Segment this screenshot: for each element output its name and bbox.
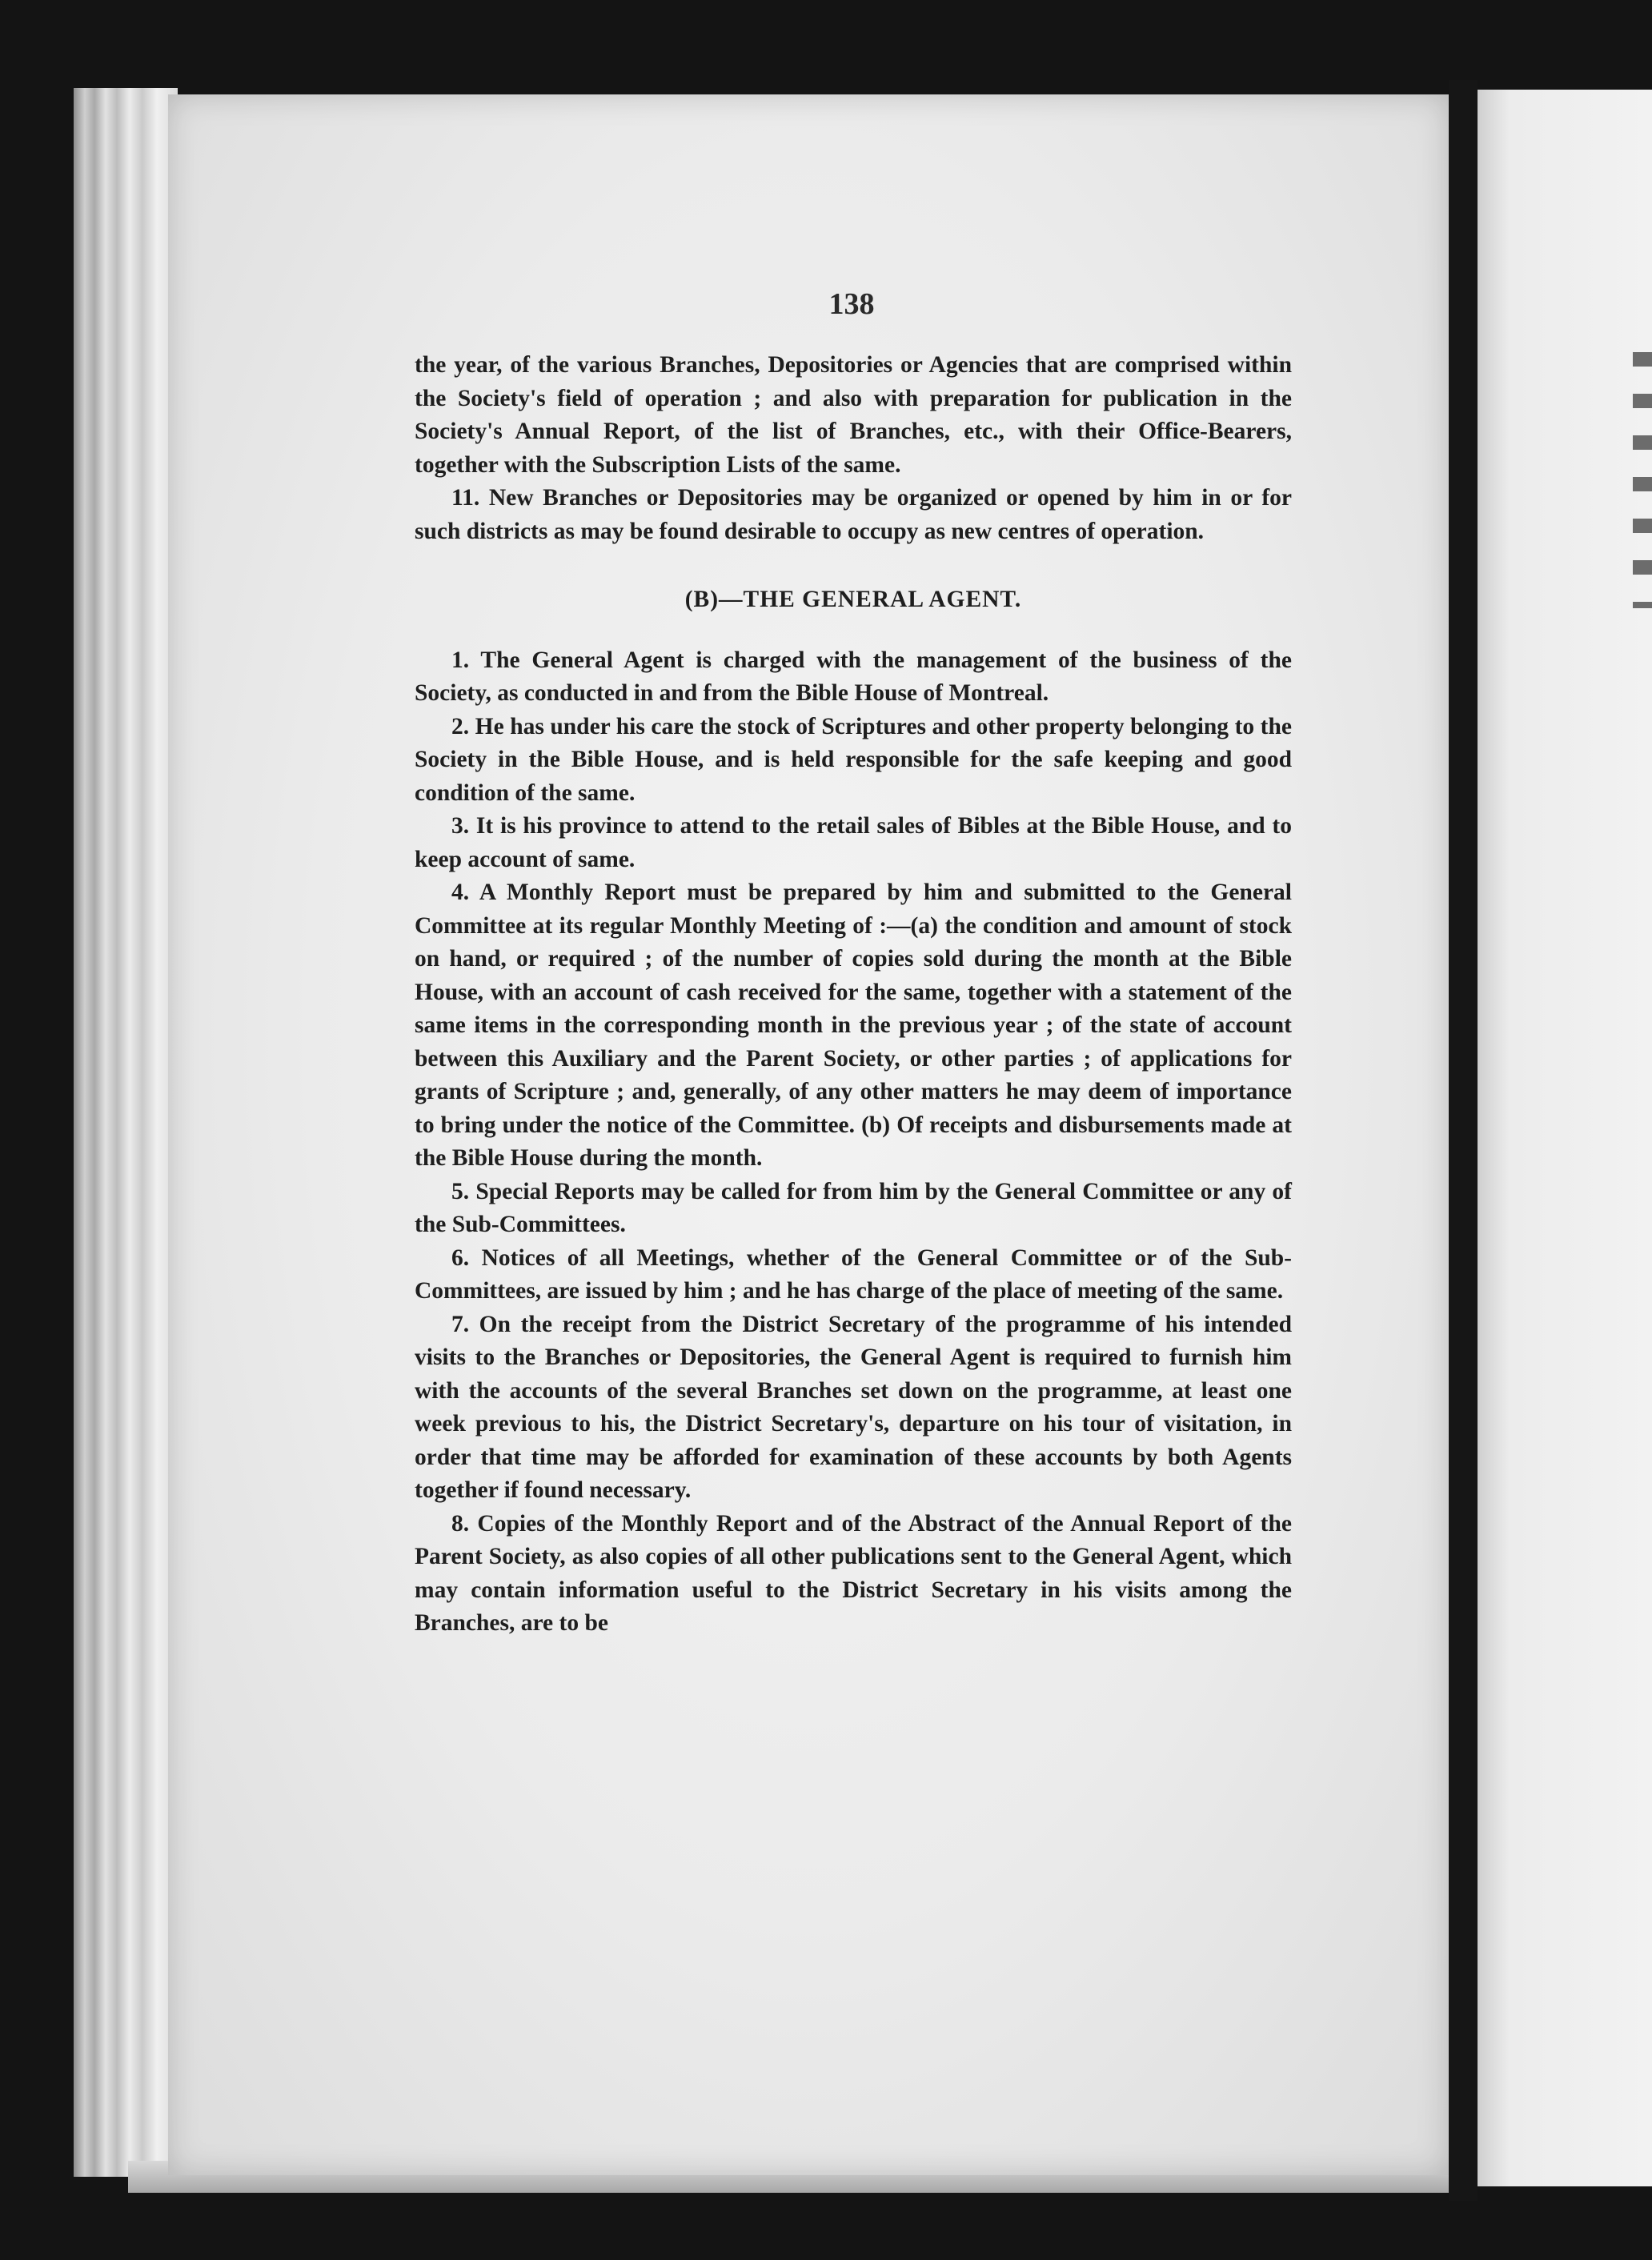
section-b-item-1: 1. The General Agent is charged with the management of the business of the Society, as conducted in and from the Bible House of Montreal. <box>415 647 1292 706</box>
book-page-edges <box>74 88 178 2177</box>
section-b-item-6: 6. Notices of all Meetings, whether of the General Committee or of the Sub-Committees, are issued by him ; and he has charge of the place of meeting of the same. <box>415 1244 1292 1304</box>
page-number: 138 <box>828 287 875 321</box>
book-gutter <box>1449 80 1478 2201</box>
section-a-item-11: 11. New Branches or Depositories may be organized or opened by him in or for such districts as may be found desirable to occupy as new centres of operation. <box>415 485 1292 544</box>
adjacent-page-text-marks <box>1633 352 1652 608</box>
section-b-item-8: 8. Copies of the Monthly Report and of the Abstract of the Annual Report of the Parent Society, as also copies of all other publications sent to the General Agent, which may contain information useful to the District Secretary in his visits among the Branches, are to be <box>415 1510 1292 1636</box>
intro-paragraph: the year, of the various Branches, Depositories or Agencies that are comprised within the Society's field of operation ; and also with preparation for publication in the Society's Annual Report, of the list of Branches, etc., with their Office-Bearers, together with the Subscription Lists of the same. <box>415 352 1292 478</box>
page-text <box>415 349 1292 1641</box>
section-b-item-2: 2. He has under his care the stock of Scriptures and other property belonging to the Society in the Bible House, and is held responsible for the safe keeping and good condition of the same. <box>415 713 1292 806</box>
section-b-item-5: 5. Special Reports may be called for from him by the General Committee or any of the Sub-Committees. <box>415 1178 1292 1237</box>
section-b-item-7: 7. On the receipt from the District Secretary of the programme of his intended visits to the Branches or Depositories, the General Agent is required to furnish him with the accounts of the several Branches set down on the programme, at least one week previous to his, the District Secretary's, departure on his tour of visitation, in order that time may be afforded for examination of these accounts by both Agents together if found necessary. <box>415 1311 1292 1503</box>
section-b-item-3: 3. It is his province to attend to the retail sales of Bibles at the Bible House, and to keep account of same. <box>415 813 1292 872</box>
section-b-heading: (B)—THE GENERAL AGENT. <box>684 587 1022 612</box>
section-b-item-4: 4. A Monthly Report must be prepared by him and submitted to the General Committee at its regular Monthly Meeting of :—(a) the condition and amount of stock on hand, or required ; of the number of copies sold during the month at the Bible House, with an account of cash received for the same, together with a statement of the same items in the corresponding month in the previous year ; of the state of account between this Auxiliary and the Parent Society, or other parties ; of applications for grants of Scripture ; and, generally, of any other matters he may deem of importance to bring under the notice of the Committee. (b) Of receipts and disbursements made at the Bible House during the month. <box>415 880 1292 1171</box>
adjacent-page <box>1478 90 1652 2186</box>
